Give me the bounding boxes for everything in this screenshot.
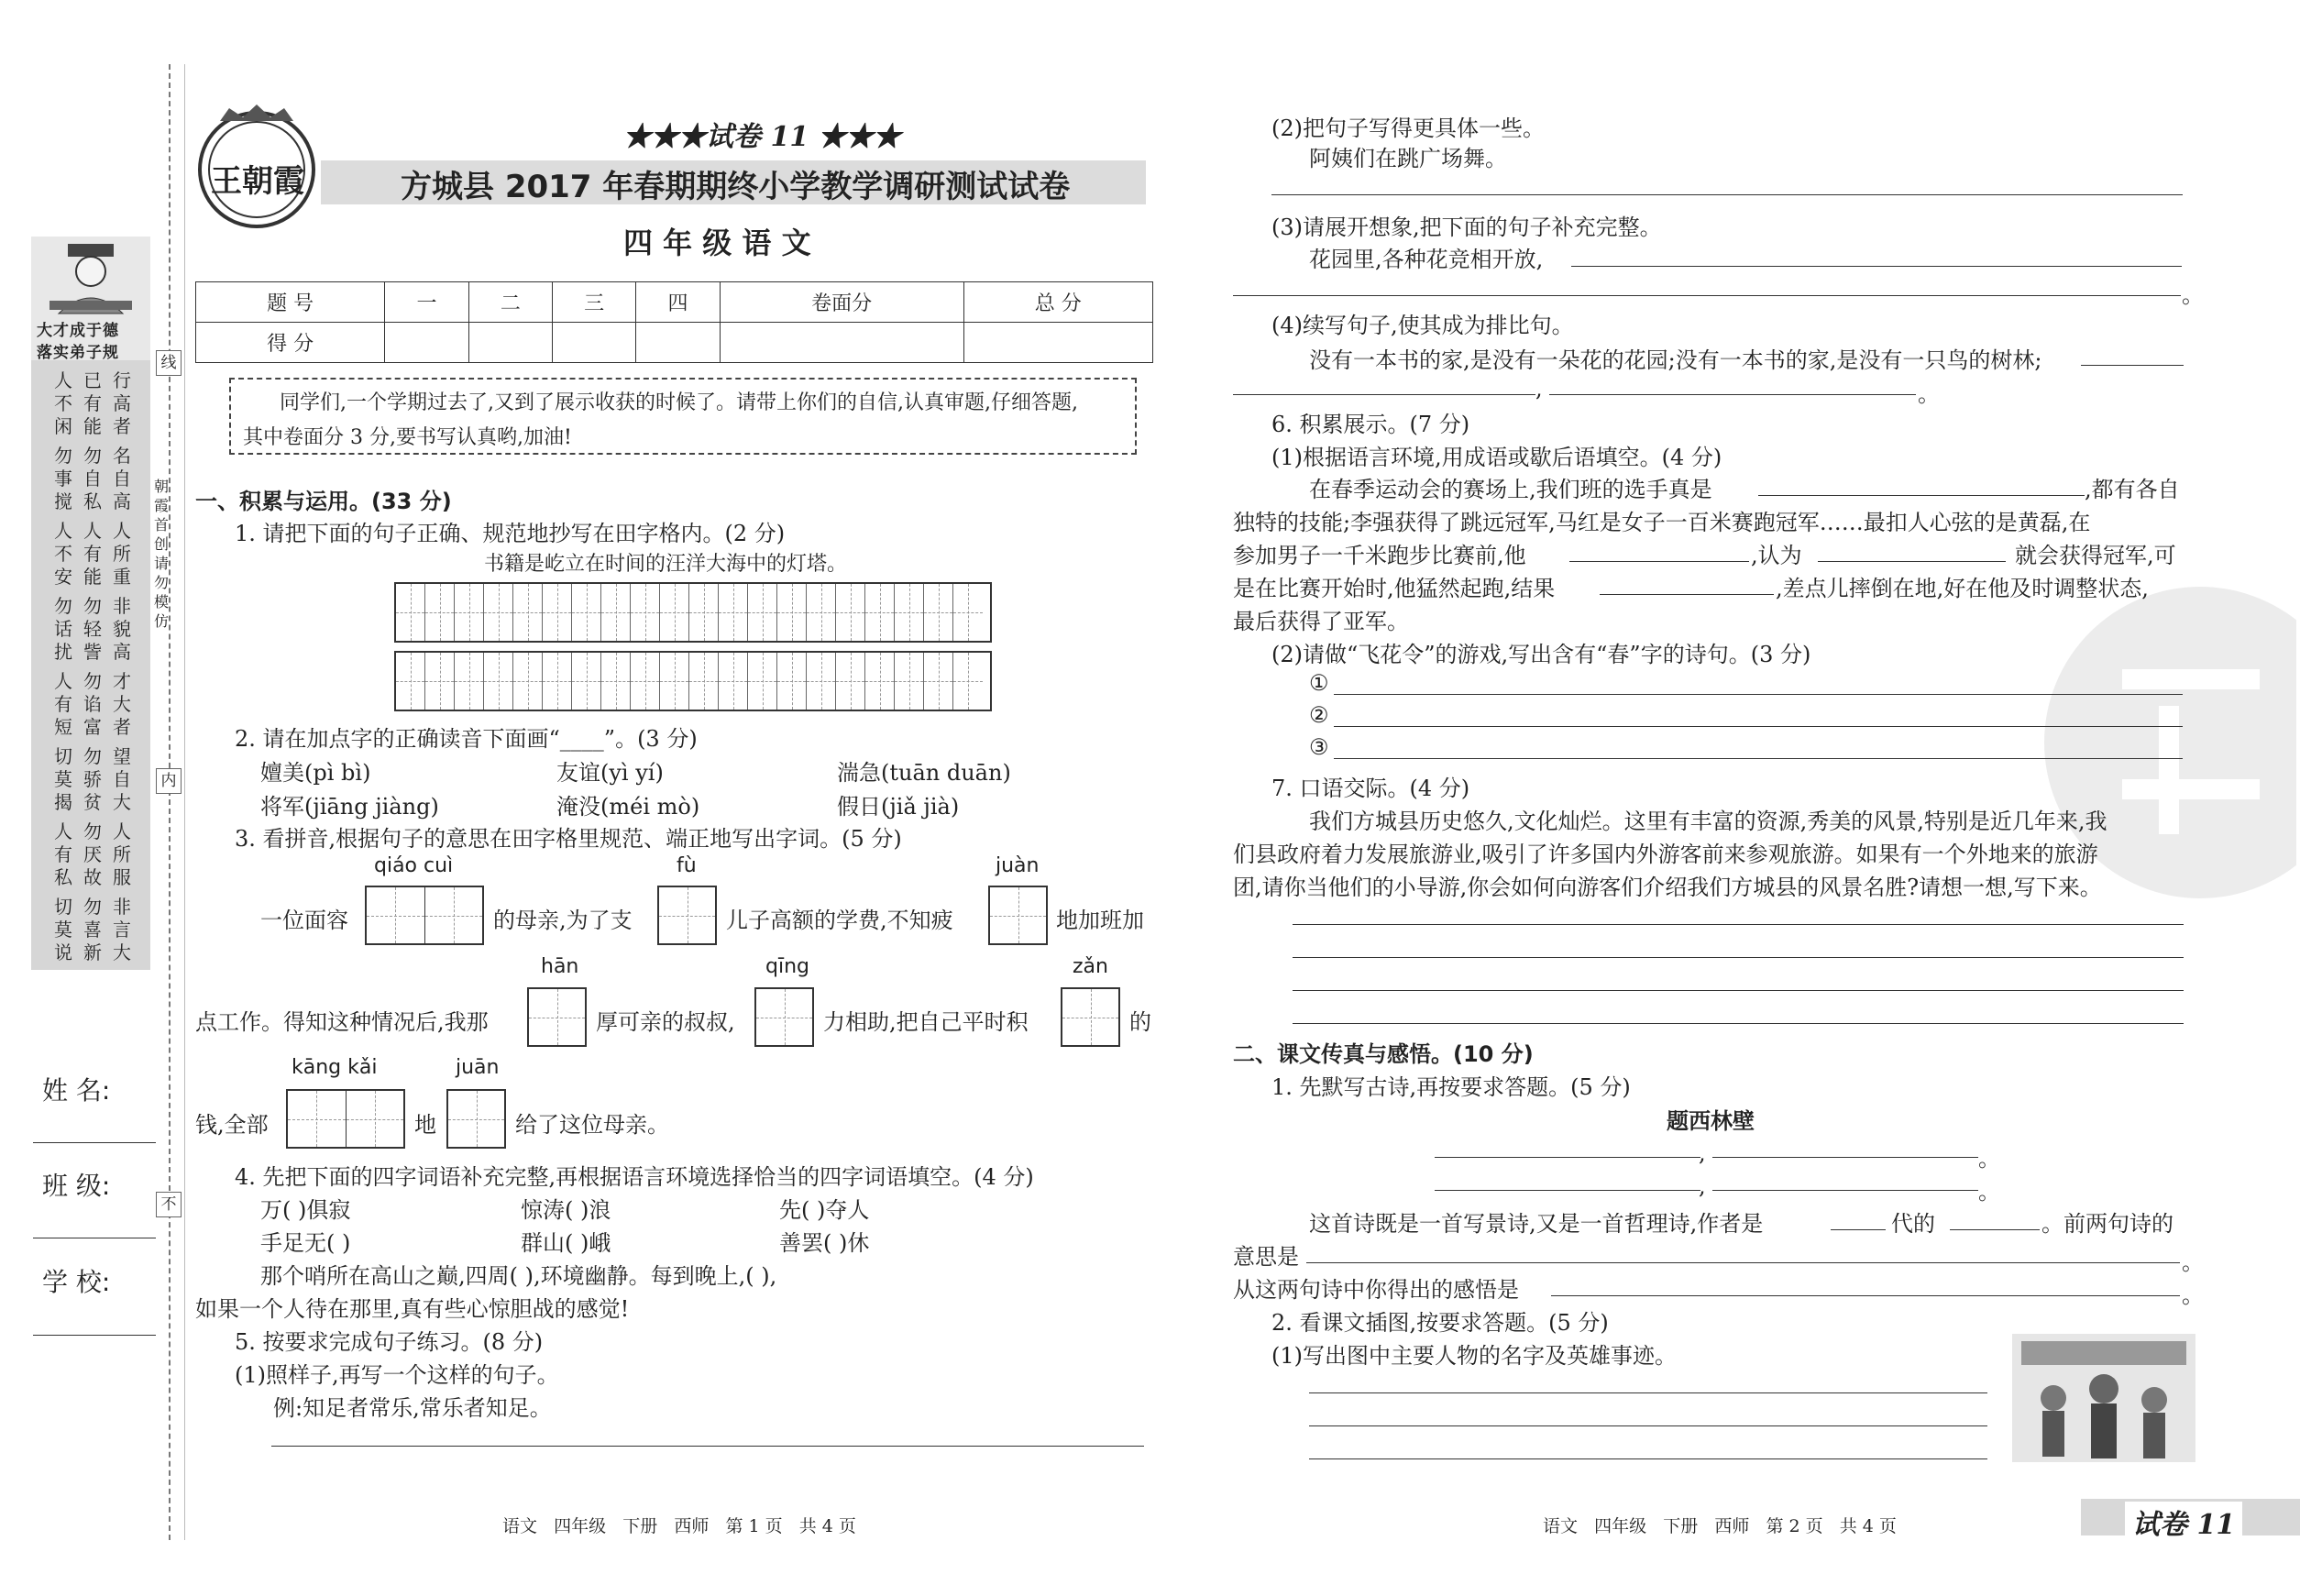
scholar-icon bbox=[31, 237, 150, 314]
answer-line[interactable] bbox=[1293, 957, 2184, 958]
s2-p3: 从这两句诗中你得出的感悟是 bbox=[1233, 1277, 1519, 1303]
r-q6-p3b: ,认为 bbox=[1751, 543, 1802, 568]
q1-prompt: 1. 请把下面的句子正确、规范地抄写在田字格内。(2 分) bbox=[235, 521, 786, 546]
q3-text: 给了这位母亲。 bbox=[515, 1112, 669, 1138]
pinyin: kāng kǎi bbox=[292, 1056, 378, 1079]
r-q6-1: (1)根据语言环境,用成语或歇后语填空。(4 分) bbox=[1271, 445, 1722, 470]
motto-column: 勿骄贫 bbox=[83, 745, 102, 813]
score-table bbox=[195, 281, 1153, 363]
q3-text: 钱,全部 bbox=[195, 1112, 269, 1138]
q3-text: 点工作。得知这种情况后,我那 bbox=[195, 1009, 489, 1035]
score-header: 卷面分 bbox=[720, 282, 963, 323]
r-q5-3: (3)请展开想象,把下面的句子补充完整。 bbox=[1271, 215, 1662, 240]
motto-column: 才大者 bbox=[113, 670, 131, 738]
q2-item: 嬗美(pì bì) bbox=[260, 760, 371, 786]
q3-text: 一位面容 bbox=[260, 908, 348, 933]
comma: , bbox=[1535, 376, 1543, 402]
motto-column: 名自高 bbox=[113, 445, 131, 512]
s2-p1c: 。前两句诗的 bbox=[2041, 1211, 2173, 1237]
illustration-image bbox=[2012, 1334, 2195, 1462]
answer-line[interactable] bbox=[1551, 1295, 2180, 1296]
answer-line[interactable] bbox=[1831, 1229, 1886, 1230]
q4-item[interactable]: 善罢( )休 bbox=[779, 1230, 870, 1256]
q2-prompt: 2. 请在加点字的正确读音下面画“____”。(3 分) bbox=[235, 726, 698, 752]
name-label: 姓 名: bbox=[42, 1075, 111, 1106]
pinyin: zǎn bbox=[1073, 955, 1108, 978]
r-q6-p3a: 参加男子一千米跑步比赛前,他 bbox=[1233, 543, 1526, 568]
answer-line[interactable] bbox=[1435, 1157, 1700, 1158]
answer-line[interactable] bbox=[1334, 694, 2183, 695]
pinyin: hān bbox=[541, 955, 579, 978]
answer-line[interactable] bbox=[1600, 594, 1774, 595]
motto-line-2: 落实弟子规 bbox=[37, 344, 119, 362]
answer-line[interactable] bbox=[1293, 924, 2184, 925]
q3-text: 地加班加 bbox=[1056, 908, 1144, 933]
q5-1-prompt: (1)照样子,再写一个这样的句子。 bbox=[235, 1362, 559, 1388]
q4-paragraph-2: 如果一个人待在那里,真有些心惊胆战的感觉! bbox=[195, 1296, 630, 1322]
q3-text: 的母亲,为了支 bbox=[493, 908, 633, 933]
score-header: 题 号 bbox=[196, 282, 385, 323]
score-cell[interactable] bbox=[636, 323, 720, 363]
pinyin: fù bbox=[677, 854, 697, 877]
s2-q2-1: (1)写出图中主要人物的名字及英雄事迹。 bbox=[1271, 1343, 1677, 1369]
poem-title: 题西林壁 bbox=[1667, 1108, 1755, 1134]
q3-text: 儿子高额的学费,不知疲 bbox=[726, 908, 953, 933]
r-q6-p2: 独特的技能;李强获得了跳远冠军,马红是女子一百米赛跑冠军……最扣人心弦的是黄磊,在 bbox=[1233, 510, 2091, 535]
q4-item[interactable]: 群山( )峨 bbox=[521, 1230, 611, 1256]
school-line[interactable] bbox=[33, 1335, 156, 1336]
s2-p2: 意思是 bbox=[1233, 1244, 1299, 1270]
r-q5-3-sentence: 花园里,各种花竞相开放, bbox=[1309, 247, 1544, 272]
answer-line[interactable] bbox=[1293, 990, 2184, 991]
r-q6: 6. 积累展示。(7 分) bbox=[1271, 412, 1470, 437]
answer-line[interactable] bbox=[1334, 726, 2183, 727]
subject-title: 四 年 级 语 文 bbox=[623, 226, 811, 260]
period: 。 bbox=[1918, 381, 1940, 407]
answer-line[interactable] bbox=[1712, 1157, 1978, 1158]
period: 。 bbox=[2182, 1249, 2204, 1275]
q2-item: 将军(jiāng jiàng) bbox=[260, 794, 439, 820]
q2-item: 友谊(yì yí) bbox=[556, 760, 664, 786]
tianzige-row-1[interactable] bbox=[394, 582, 992, 643]
poem-mark: ② bbox=[1309, 702, 1329, 728]
page-2-footer: 语文 四年级 下册 西师 第 2 页 共 4 页 bbox=[1543, 1516, 1897, 1536]
score-cell[interactable] bbox=[963, 323, 1152, 363]
s2-q1: 1. 先默写古诗,再按要求答题。(5 分) bbox=[1271, 1074, 1631, 1100]
period: 。 bbox=[2182, 1282, 2204, 1308]
motto-column: 行高者 bbox=[113, 369, 131, 437]
r-q5-2-sentence: 阿姨们在跳广场舞。 bbox=[1309, 146, 1507, 171]
motto-column: 人不闲 bbox=[54, 369, 72, 437]
q2-item: 假日(jiǎ jià) bbox=[837, 794, 960, 820]
r-q6-p5: 最后获得了亚军。 bbox=[1233, 609, 1409, 634]
q2-item: 湍急(tuān duān) bbox=[837, 760, 1011, 786]
q2-item: 淹没(méi mò) bbox=[556, 794, 700, 820]
poem-mark: ③ bbox=[1309, 734, 1329, 760]
q4-item[interactable]: 惊涛( )浪 bbox=[521, 1197, 611, 1223]
pinyin: qiáo cuì bbox=[374, 854, 454, 877]
q5-prompt: 5. 按要求完成句子练习。(8 分) bbox=[235, 1329, 544, 1355]
name-line[interactable] bbox=[33, 1142, 156, 1143]
r-q7-p2: 们县政府着力发展旅游业,吸引了许多国内外游客前来参观旅游。如果有一个外地来的旅游 bbox=[1233, 842, 2098, 867]
answer-box[interactable] bbox=[1061, 987, 1120, 1047]
answer-box[interactable] bbox=[657, 886, 717, 945]
answer-line[interactable] bbox=[1293, 1023, 2184, 1024]
comma: , bbox=[1699, 1140, 1706, 1166]
score-header: 三 bbox=[553, 282, 636, 323]
r-q7-p3: 团,请你当他们的小导游,你会如何向游客们介绍我们方城县的风景名胜?请想一想,写下来。 bbox=[1233, 875, 2102, 900]
motto-column: 人不安 bbox=[54, 520, 72, 588]
motto-header bbox=[31, 237, 150, 360]
answer-line[interactable] bbox=[1306, 1262, 2180, 1263]
score-header: 总 分 bbox=[963, 282, 1152, 323]
q1-sentence: 书籍是屹立在时间的汪洋大海中的灯塔。 bbox=[484, 553, 848, 576]
answer-line[interactable] bbox=[1334, 758, 2183, 759]
answer-box[interactable] bbox=[446, 1089, 506, 1149]
answer-line[interactable] bbox=[2081, 365, 2184, 366]
motto-column: 勿话扰 bbox=[54, 595, 72, 663]
answer-line[interactable] bbox=[1435, 1190, 1700, 1191]
q4-paragraph-1: 那个哨所在高山之巅,四周( ),环境幽静。每到晚上,( ), bbox=[260, 1263, 777, 1289]
r-q6-p1b: ,都有各自 bbox=[2085, 477, 2180, 502]
score-header: 二 bbox=[468, 282, 552, 323]
s2-p1a: 这首诗既是一首写景诗,又是一首哲理诗,作者是 bbox=[1309, 1211, 1764, 1237]
period: 。 bbox=[1978, 1146, 2000, 1172]
answer-box[interactable] bbox=[286, 1089, 405, 1149]
q3-text: 力相助,把自己平时积 bbox=[823, 1009, 1029, 1035]
r-q6-p1: 在春季运动会的赛场上,我们班的选手真是 bbox=[1309, 477, 1712, 502]
answer-box[interactable] bbox=[365, 886, 484, 945]
pinyin: qīng bbox=[765, 955, 809, 978]
motto-column: 人有能 bbox=[83, 520, 102, 588]
s2-p1b: 代的 bbox=[1891, 1211, 1935, 1237]
pinyin: juān bbox=[456, 1056, 500, 1079]
r-q6-p3c: 就会获得冠军,可 bbox=[2015, 543, 2176, 568]
answer-line[interactable] bbox=[1549, 394, 1916, 395]
answer-line[interactable] bbox=[1233, 295, 2181, 296]
q4-item[interactable]: 手足无( ) bbox=[260, 1230, 351, 1256]
corner-label: 试卷 11 bbox=[2125, 1502, 2242, 1542]
series-label: ★★★试卷 11 ★★★ bbox=[623, 121, 901, 153]
motto-column: 勿厌故 bbox=[83, 820, 102, 888]
motto-column: 非貌高 bbox=[113, 595, 131, 663]
answer-box[interactable] bbox=[754, 987, 814, 1047]
fold-label-line: 线 bbox=[156, 350, 182, 376]
score-cell[interactable] bbox=[385, 323, 468, 363]
fold-line bbox=[169, 64, 171, 1540]
motto-column: 切莫说 bbox=[54, 896, 72, 963]
fold-line-inner bbox=[184, 64, 185, 1540]
period: 。 bbox=[2182, 282, 2204, 308]
motto-column: 人所重 bbox=[113, 520, 131, 588]
motto-column: 人有短 bbox=[54, 670, 72, 738]
fold-label-outer: 不 bbox=[156, 1192, 182, 1217]
q5-example: 例:知足者常乐,常乐者知足。 bbox=[273, 1395, 552, 1421]
r-q7: 7. 口语交际。(4 分) bbox=[1271, 776, 1470, 801]
answer-line[interactable] bbox=[1758, 495, 2085, 496]
motto-column: 人有私 bbox=[54, 820, 72, 888]
answer-line[interactable] bbox=[1309, 1425, 1987, 1426]
answer-line[interactable] bbox=[1712, 1190, 1978, 1191]
pinyin: juàn bbox=[996, 854, 1040, 877]
score-header: 四 bbox=[636, 282, 720, 323]
motto-column: 勿事搅 bbox=[54, 445, 72, 512]
score-header: 一 bbox=[385, 282, 468, 323]
section-2-title: 二、课文传真与感悟。(10 分) bbox=[1233, 1041, 1534, 1067]
period: 。 bbox=[1978, 1179, 2000, 1205]
score-row-label: 得 分 bbox=[196, 323, 385, 363]
motto-strip bbox=[31, 237, 150, 970]
answer-box[interactable] bbox=[988, 886, 1048, 945]
answer-line[interactable] bbox=[1950, 1229, 2040, 1230]
score-cell[interactable] bbox=[553, 323, 636, 363]
answer-line[interactable] bbox=[1818, 561, 2006, 562]
motto-column: 已有能 bbox=[83, 369, 102, 437]
q4-item[interactable]: 万( )俱寂 bbox=[260, 1197, 351, 1223]
fold-label-inner: 内 bbox=[156, 768, 182, 794]
r-q5-4: (4)续写句子,使其成为排比句。 bbox=[1271, 313, 1574, 338]
notice-line-2: 其中卷面分 3 分,要书写认真哟,加油! bbox=[243, 426, 572, 449]
motto-column: 切莫揭 bbox=[54, 745, 72, 813]
exam-title: 方城县 2017 年春期期终小学教学调研测试试卷 bbox=[401, 169, 1071, 205]
fold-vertical-text: 朝霞首创 请勿模仿 bbox=[153, 478, 169, 630]
answer-line[interactable] bbox=[1271, 194, 2183, 195]
q3-text: 厚可亲的叔叔, bbox=[596, 1009, 735, 1035]
answer-line[interactable] bbox=[1571, 266, 2182, 267]
motto-column: 勿谄富 bbox=[83, 670, 102, 738]
r-q6-2: (2)请做“飞花令”的游戏,写出含有“春”字的诗句。(3 分) bbox=[1271, 642, 1811, 667]
answer-box[interactable] bbox=[527, 987, 587, 1047]
q3-text: 的 bbox=[1129, 1009, 1151, 1035]
q4-item[interactable]: 先( )夺人 bbox=[779, 1197, 870, 1223]
score-cell[interactable] bbox=[468, 323, 552, 363]
brand-name: 王朝霞 bbox=[211, 163, 304, 200]
answer-line[interactable] bbox=[1309, 1392, 1987, 1393]
notice-line-1: 同学们,一个学期过去了,又到了展示收获的时候了。请带上你们的自信,认真审题,仔细答题, bbox=[280, 391, 1078, 414]
motto-column: 人所服 bbox=[113, 820, 131, 888]
q3-text: 地 bbox=[414, 1112, 436, 1138]
answer-line[interactable] bbox=[271, 1446, 1144, 1447]
comma: , bbox=[1699, 1173, 1706, 1199]
answer-line[interactable] bbox=[1309, 1458, 1987, 1459]
r-q5-2: (2)把句子写得更具体一些。 bbox=[1271, 116, 1545, 141]
section-1-title: 一、积累与运用。(33 分) bbox=[195, 489, 452, 514]
q4-prompt: 4. 先把下面的四字词语补充完整,再根据语言环境选择恰当的四字词语填空。(4 分) bbox=[235, 1164, 1034, 1190]
r-q5-4-sentence: 没有一本书的家,是没有一朵花的花园;没有一本书的家,是没有一只鸟的树林; bbox=[1309, 347, 2042, 373]
score-cell[interactable] bbox=[720, 323, 963, 363]
school-label: 学 校: bbox=[42, 1267, 111, 1297]
motto-column: 勿喜新 bbox=[83, 896, 102, 963]
tianzige-row-2[interactable] bbox=[394, 651, 992, 711]
motto-column: 勿轻訾 bbox=[83, 595, 102, 663]
q3-prompt: 3. 看拼音,根据句子的意思在田字格里规范、端正地写出字词。(5 分) bbox=[235, 826, 902, 852]
answer-line[interactable] bbox=[1233, 394, 1535, 395]
motto-column: 勿自私 bbox=[83, 445, 102, 512]
motto-column: 望自大 bbox=[113, 745, 131, 813]
r-q7-p1: 我们方城县历史悠久,文化灿烂。这里有丰富的资源,秀美的风景,特别是近几年来,我 bbox=[1309, 809, 2107, 834]
r-q6-p4a: 是在比赛开始时,他猛然起跑,结果 bbox=[1233, 576, 1556, 601]
motto-column: 非言大 bbox=[113, 896, 131, 963]
class-label: 班 级: bbox=[42, 1171, 111, 1201]
page-1-footer: 语文 四年级 下册 西师 第 1 页 共 4 页 bbox=[502, 1516, 856, 1536]
s2-q2: 2. 看课文插图,按要求答题。(5 分) bbox=[1271, 1310, 1609, 1336]
poem-mark: ① bbox=[1309, 670, 1329, 696]
r-q6-p4b: ,差点儿摔倒在地,好在他及时调整状态, bbox=[1776, 576, 2149, 601]
motto-line-1: 大才成于德 bbox=[37, 322, 119, 340]
answer-line[interactable] bbox=[1569, 561, 1749, 562]
